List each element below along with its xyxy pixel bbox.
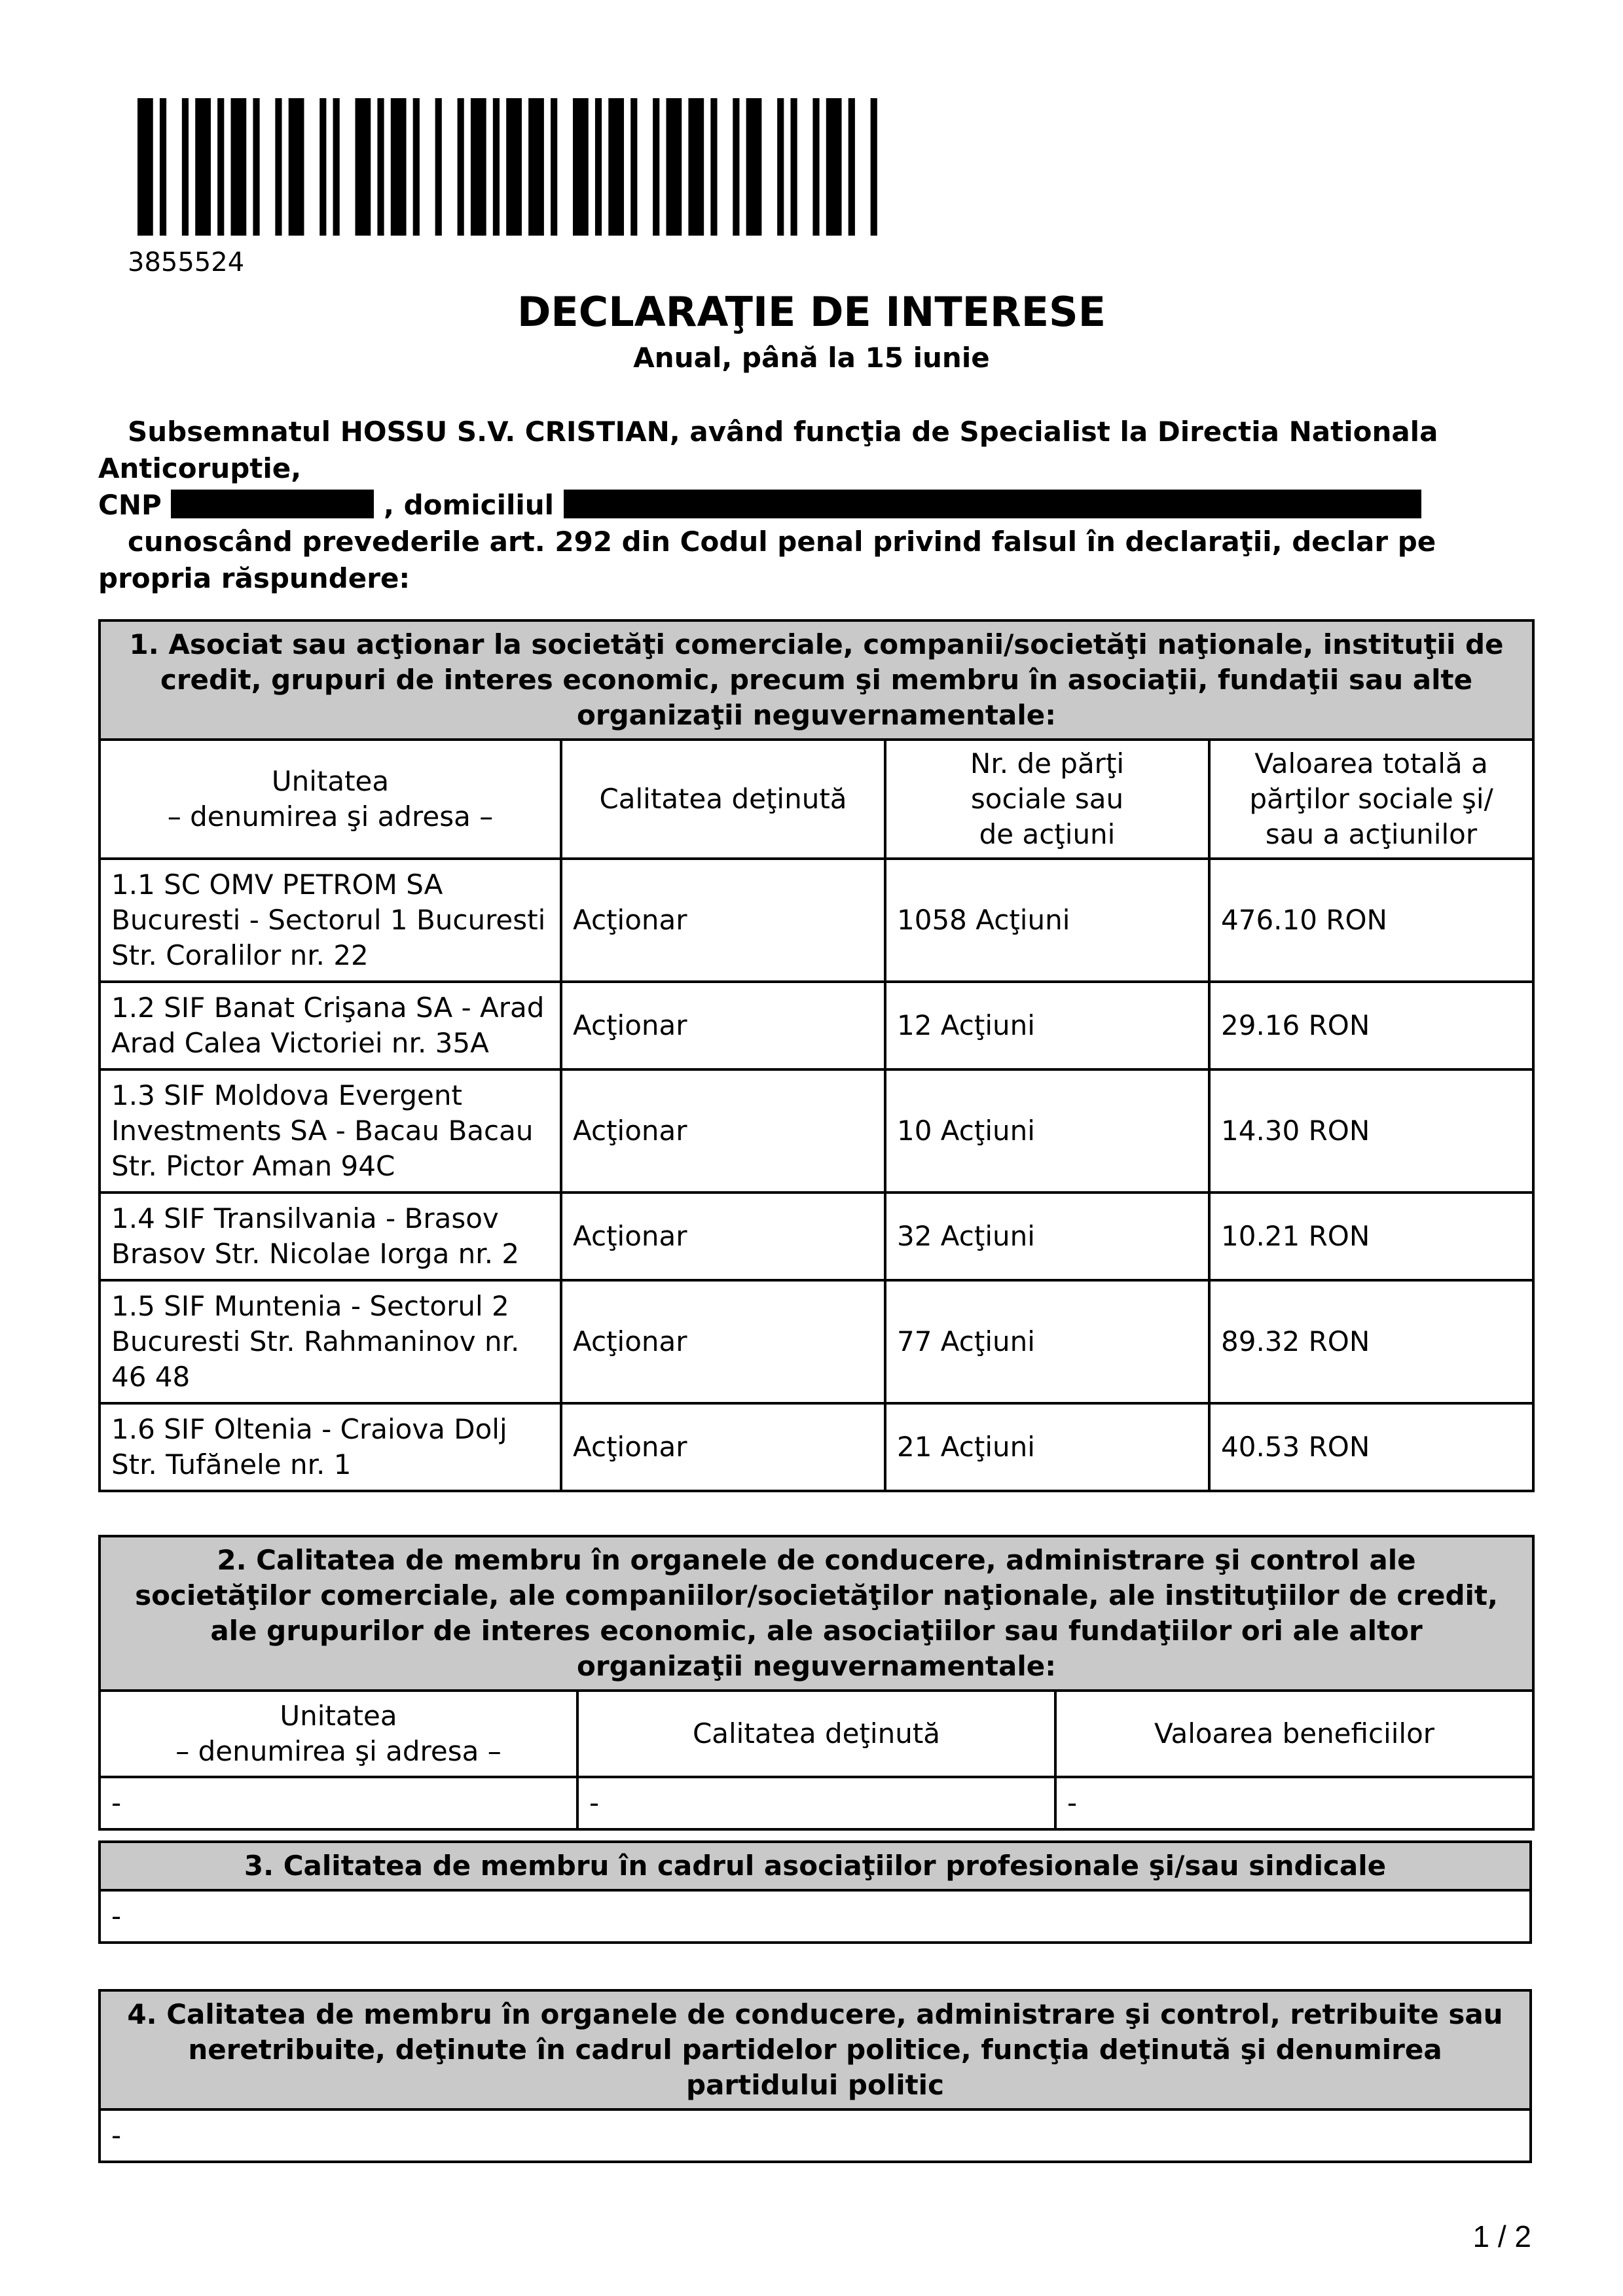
section-4-table <box>98 1989 1532 2163</box>
value-cell: 89.32 RON <box>1209 1280 1533 1403</box>
shares-cell: 12 Acţiuni <box>885 982 1209 1069</box>
unit-cell: 1.4 SIF Transilvania - Brasov Brasov Str. Nicolae Iorga nr. 2 <box>100 1193 561 1280</box>
barcode-bar <box>506 98 522 236</box>
barcode-bar <box>275 98 282 236</box>
section-2-table <box>98 1535 1535 1831</box>
declarant-statement <box>98 414 1532 597</box>
barcode-bar <box>137 98 153 236</box>
role-cell: Acţionar <box>561 1069 885 1193</box>
barcode-bar <box>356 98 371 236</box>
barcode <box>137 98 884 236</box>
barcode-number: 3855524 <box>128 247 245 278</box>
column-header-role: Calitatea deţinută <box>561 740 885 859</box>
unit-cell: 1.3 SIF Moldova Evergent Investments SA - Bacau Bacau Str. Pictor Aman 94C <box>100 1069 561 1193</box>
role-cell: Acţionar <box>561 1280 885 1403</box>
document-title: DECLARAŢIE DE INTERESE <box>517 288 1106 336</box>
shares-cell: 32 Acţiuni <box>885 1193 1209 1280</box>
document-subtitle: Anual, până la 15 iunie <box>633 342 990 374</box>
barcode-bar <box>871 98 877 236</box>
barcode-bar <box>217 98 224 236</box>
column-header-benefits: Valoarea beneficiilor <box>1055 1691 1533 1777</box>
unit-cell: 1.2 SIF Banat Crişana SA - Arad Arad Calea Victoriei nr. 35A <box>100 982 561 1069</box>
cnp-redaction <box>171 490 374 518</box>
shares-cell: 10 Acţiuni <box>885 1069 1209 1193</box>
barcode-bar <box>377 98 384 236</box>
barcode-bar <box>458 98 464 236</box>
barcode-bar <box>528 98 544 236</box>
table-row <box>100 982 1533 1069</box>
section-3-table <box>98 1840 1532 1944</box>
table-row <box>100 1280 1533 1403</box>
value-cell: 40.53 RON <box>1209 1403 1533 1491</box>
role-cell: Acţionar <box>561 1193 885 1280</box>
barcode-bar <box>551 98 557 236</box>
table-row <box>100 1193 1533 1280</box>
unit-cell: 1.1 SC OMV PETROM SA Bucuresti - Sectorul 1 Bucuresti Str. Coralilor nr. 22 <box>100 859 561 982</box>
column-header-unit: Unitatea – denumirea şi adresa – <box>100 1691 577 1777</box>
barcode-bar <box>688 98 704 236</box>
role-cell: - <box>577 1777 1055 1829</box>
unit-cell: - <box>100 1777 577 1829</box>
barcode-bar <box>471 98 486 236</box>
barcode-bar <box>733 98 739 236</box>
column-header-shares: Nr. de părţi sociale sau de acţiuni <box>885 740 1209 859</box>
section-3-heading: 3. Calitatea de membru în cadrul asociaţiilor profesionale şi/sau sindicale <box>100 1842 1531 1890</box>
domicile-label: , domiciliul <box>384 489 555 521</box>
barcode-bar <box>253 98 259 236</box>
role-cell: Acţionar <box>561 859 885 982</box>
barcode-bar <box>195 98 211 236</box>
barcode-bar <box>231 98 247 236</box>
barcode-bar <box>812 98 819 236</box>
value-cell: 14.30 RON <box>1209 1069 1533 1193</box>
barcode-bar <box>630 98 637 236</box>
section-2-heading: 2. Calitatea de membru în organele de conducere, administrare şi control ale societăţilor comerciale, ale companiilor/societăţilor naţionale, ale instituţiilor de credit, ale grupurilor de interes economic, ale asociaţiilor sau fundaţiilor ori ale altor organizaţii neguvernamentale: <box>100 1536 1533 1691</box>
barcode-bar <box>413 98 420 236</box>
value-cell: 476.10 RON <box>1209 859 1533 982</box>
barcode-bar <box>573 98 589 236</box>
barcode-bar <box>666 98 682 236</box>
barcode-bar <box>710 98 717 236</box>
statement-line-1: Subsemnatul HOSSU S.V. CRISTIAN, având funcţia de Specialist la Directia Nationala Anticoruptie, <box>98 416 1438 484</box>
shares-cell: 1058 Acţiuni <box>885 859 1209 982</box>
barcode-bar <box>791 98 797 236</box>
page-number: 1 / 2 <box>1472 2219 1531 2253</box>
barcode-bar <box>289 98 304 236</box>
table-row <box>100 859 1533 982</box>
barcode-bar <box>319 98 326 236</box>
barcode-bar <box>182 98 189 236</box>
section-4-heading: 4. Calitatea de membru în organele de conducere, administrare şi control, retribuite sau neretribuite, deţinute în cadrul partidelor politice, funcţia deţinută şi denumirea partidului politic <box>100 1990 1531 2109</box>
cnp-label: CNP <box>98 489 162 521</box>
unit-cell: 1.6 SIF Oltenia - Craiova Dolj Str. Tufănele nr. 1 <box>100 1403 561 1491</box>
section-1-heading: 1. Asociat sau acţionar la societăţi comerciale, companii/societăţi naţionale, instituţii de credit, grupuri de interes economic, precum şi membru în asociaţii, fundaţii sau alte organizaţii neguvernamentale: <box>100 620 1533 740</box>
section-1-table <box>98 619 1535 1492</box>
value-cell: 10.21 RON <box>1209 1193 1533 1280</box>
column-header-unit: Unitatea – denumirea şi adresa – <box>100 740 561 859</box>
barcode-bar <box>848 98 855 236</box>
barcode-bar <box>653 98 659 236</box>
table-row <box>100 1403 1533 1491</box>
barcode-bar <box>746 98 762 236</box>
barcode-bar <box>435 98 442 236</box>
barcode-bar <box>608 98 624 236</box>
barcode-bar <box>826 98 842 236</box>
barcode-bar <box>595 98 602 236</box>
unit-cell: 1.5 SIF Muntenia - Sectorul 2 Bucuresti Str. Rahmaninov nr. 46 48 <box>100 1280 561 1403</box>
table-row <box>100 1777 1533 1829</box>
shares-cell: 77 Acţiuni <box>885 1280 1209 1403</box>
domicile-redaction <box>564 490 1421 518</box>
statement-line-3: cunoscând prevederile art. 292 din Codul penal privind falsul în declaraţii, declar pe propria răspundere: <box>98 526 1436 594</box>
value-cell: 29.16 RON <box>1209 982 1533 1069</box>
column-header-role: Calitatea deţinută <box>577 1691 1055 1777</box>
column-header-value: Valoarea totală a părţilor sociale şi/ sau a acţiunilor <box>1209 740 1533 859</box>
barcode-bar <box>333 98 340 236</box>
barcode-bar <box>777 98 784 236</box>
barcode-bar <box>160 98 166 236</box>
shares-cell: 21 Acţiuni <box>885 1403 1209 1491</box>
role-cell: Acţionar <box>561 1403 885 1491</box>
barcode-bar <box>493 98 500 236</box>
benefits-cell: - <box>1055 1777 1533 1829</box>
section-3-value: - <box>100 1890 1531 1943</box>
barcode-bar <box>391 98 407 236</box>
table-row <box>100 1069 1533 1193</box>
section-4-value: - <box>100 2109 1531 2162</box>
role-cell: Acţionar <box>561 982 885 1069</box>
